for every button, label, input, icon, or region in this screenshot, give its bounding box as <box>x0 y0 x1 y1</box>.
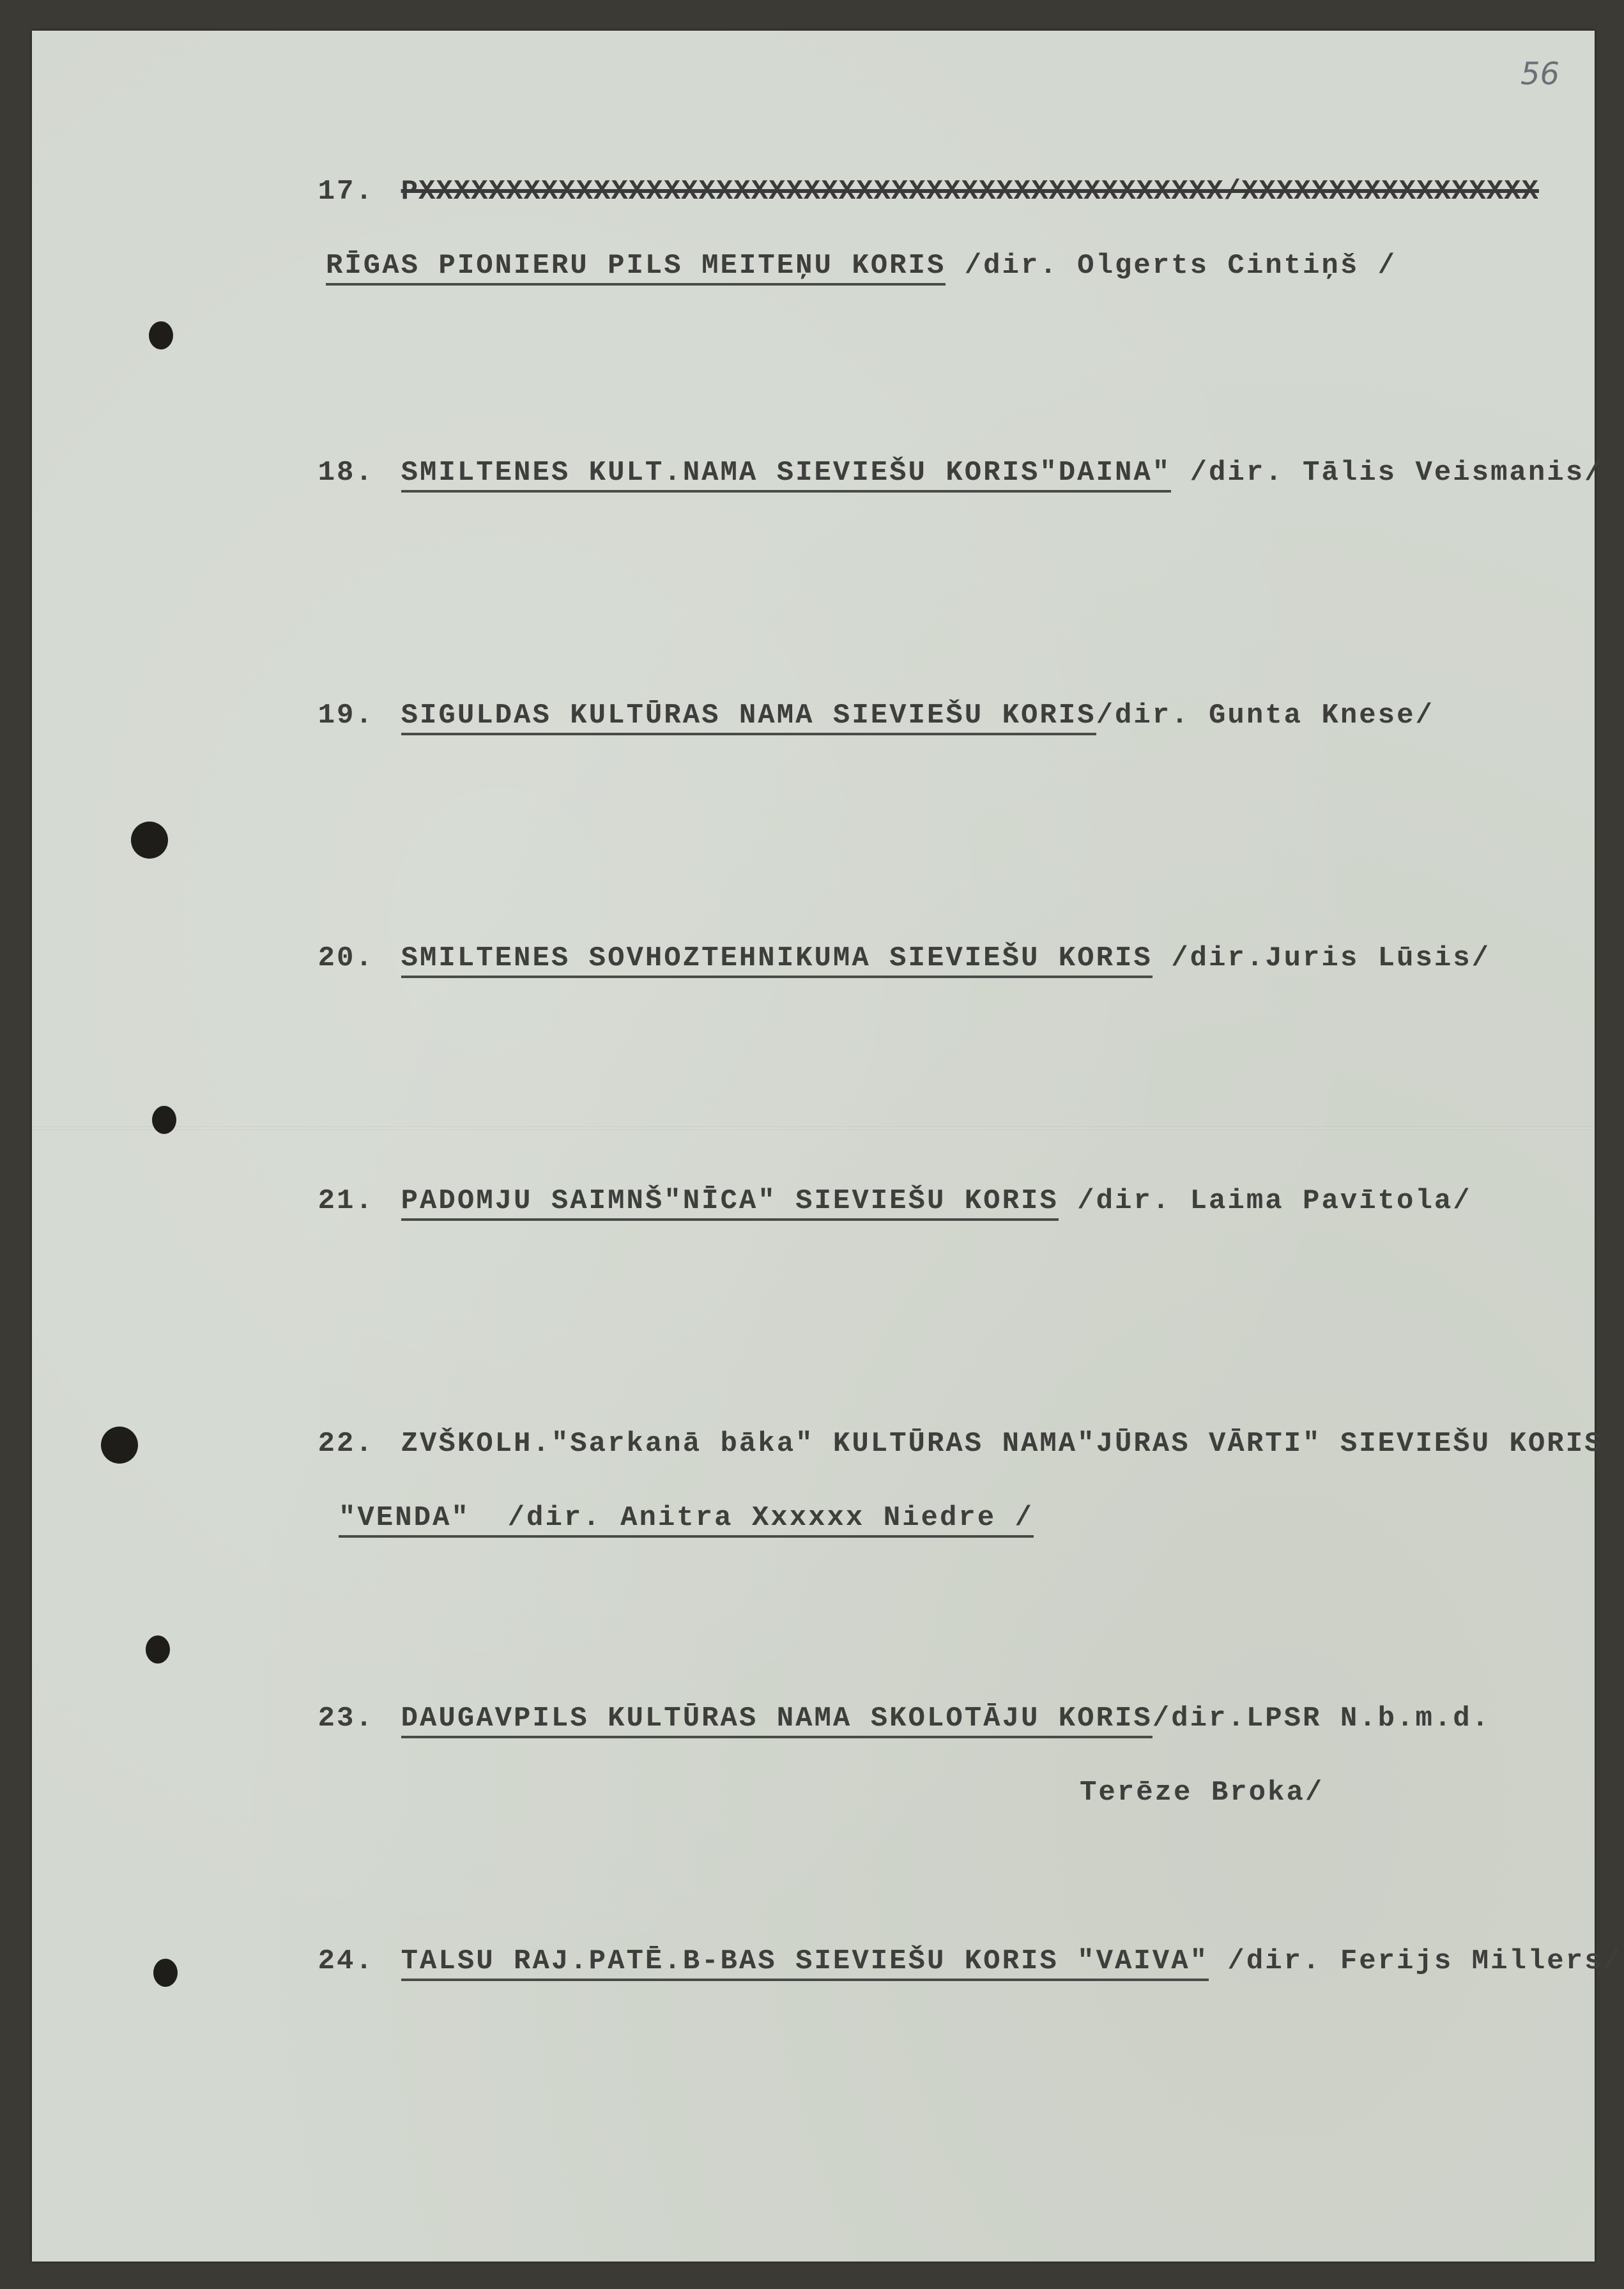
item-number: 22. <box>318 1428 374 1460</box>
director: /dir. Ferijs Millers/ <box>1209 1945 1622 1977</box>
list-item <box>243 903 1490 1014</box>
list-item <box>243 417 1604 528</box>
list-item <box>243 1663 1490 1885</box>
list-item <box>243 136 1539 358</box>
choir-name: RĪGAS PIONIERU PILS MEITEŅU KORIS <box>326 250 946 286</box>
director: /dir. Laima Pavītola/ <box>1058 1185 1472 1217</box>
director: /dir. Gunta Knese/ <box>1096 700 1434 731</box>
item-number: 20. <box>318 942 374 974</box>
director: /dir.Juris Lūsis/ <box>1152 942 1491 974</box>
choir-name: PADOMJU SAIMNŠ"NĪCA" SIEVIEŠU KORIS <box>401 1185 1059 1221</box>
choir-name: TALSU RAJ.PATĒ.B-BAS SIEVIEŠU KORIS "VAIVA" <box>401 1945 1209 1981</box>
choir-name: SMILTENES KULT.NAMA SIEVIEŠU KORIS"DAINA" <box>401 457 1172 493</box>
punch-hole <box>101 1427 138 1464</box>
list-item <box>243 1145 1472 1257</box>
punch-hole <box>146 1635 170 1664</box>
item-number: 17. <box>318 176 374 208</box>
punch-hole <box>152 1106 176 1134</box>
item-number: 21. <box>318 1185 374 1217</box>
choir-name: DAUGAVPILS KULTŪRAS NAMA SKOLOTĀJU KORIS <box>401 1703 1153 1738</box>
list-item <box>243 1388 1604 1611</box>
director: /dir. Tālis Veismanis/ <box>1171 457 1604 489</box>
struck-out-line: PXXXXXXXXXXXXXXXXXXXXXXXXXXXXXXXXXXXXXXXXXXXXXX/XXXXXXXXXXXXXXXXX <box>401 176 1539 208</box>
page-fold <box>32 1126 1595 1130</box>
choir-name: SIGULDAS KULTŪRAS NAMA SIEVIEŠU KORIS <box>401 700 1096 735</box>
choir-name-cont: "VENDA" /dir. Anitra Xxxxxx Niedre / <box>339 1502 1034 1538</box>
page-number: 56 <box>1521 56 1560 92</box>
item-number: 23. <box>318 1703 374 1734</box>
item-number: 18. <box>318 457 374 489</box>
director-cont: Terēze Broka/ <box>1080 1777 1324 1809</box>
punch-hole <box>149 321 173 349</box>
punch-hole <box>153 1959 178 1987</box>
punch-hole <box>131 822 168 859</box>
list-item <box>243 660 1434 771</box>
director: /dir.LPSR N.b.m.d. <box>1152 1703 1491 1734</box>
director: /dir. Olgerts Cintiņš / <box>946 250 1397 282</box>
document-page <box>32 31 1622 2262</box>
choir-name: ZVŠKOLH."Sarkanā bāka" KULTŪRAS NAMA"JŪRAS VĀRTI" SIEVIEŠU KORIS <box>401 1428 1604 1460</box>
item-number: 19. <box>318 700 374 731</box>
list-item <box>243 1906 1622 2017</box>
choir-name: SMILTENES SOVHOZTEHNIKUMA SIEVIEŠU KORIS <box>401 942 1153 978</box>
item-number: 24. <box>318 1945 374 1977</box>
